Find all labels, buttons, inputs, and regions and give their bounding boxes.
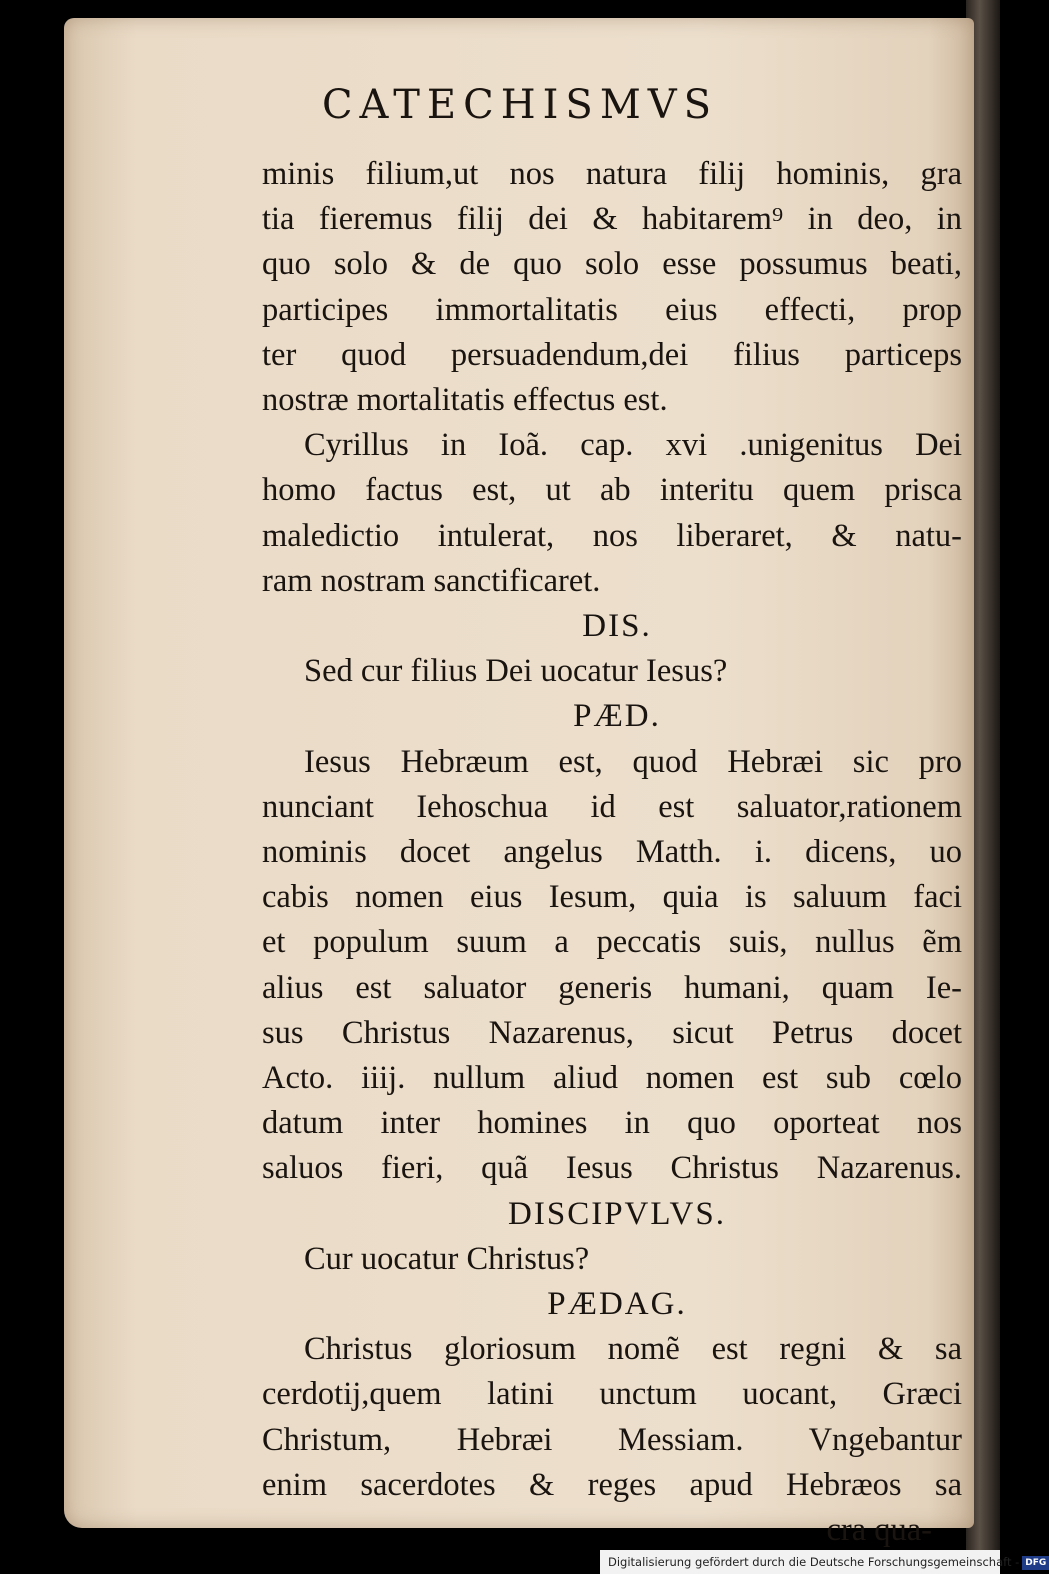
running-head: CATECHISMVS [321, 82, 719, 128]
text-line: sus Christus Nazarenus, sicut Petrus docet [262, 1014, 962, 1051]
text-line: et populum suum a peccatis suis, nullus ẽm [262, 924, 962, 961]
text-line: nostræ mortalitatis effectus est. [262, 382, 668, 419]
text-line: participes immortalitatis eius effecti, prop [262, 291, 962, 328]
speaker-heading: PÆDAG. [547, 1286, 687, 1323]
text-line: enim sacerdotes & reges apud Hebræos sa [262, 1466, 962, 1503]
text-line: ter quod persuadendum,dei filius particeps [262, 336, 962, 373]
text-line: Sed cur filius Dei uocatur Iesus? [304, 653, 728, 690]
text-line: homo factus est, ut ab interitu quem prisca [262, 472, 962, 509]
text-line: Christus gloriosum nomẽ est regni & sa [304, 1331, 962, 1368]
text-line: Christum, Hebræi Messiam. Vngebantur [262, 1421, 962, 1458]
speaker-heading: DIS. [582, 608, 652, 645]
text-line: datum inter homines in quo oporteat nos [262, 1105, 962, 1142]
text-line: minis filium,ut nos natura filij hominis, gra [262, 156, 962, 192]
text-line: ram nostram sanctificaret. [262, 562, 601, 599]
text-block [262, 152, 962, 1553]
text-line: maledictio intulerat, nos liberaret, & natu- [262, 517, 962, 554]
text-line: Iesus Hebræum est, quod Hebræi sic pro [304, 743, 962, 780]
footer-text: Digitalisierung gefördert durch die Deutsche Forschungsgemeinschaft - [608, 1555, 1020, 1569]
text-line: Cyrillus in Ioã. cap. xvi .unigenitus Dei [304, 427, 962, 464]
text-line: cabis nomen eius Iesum, quia is saluum faci [262, 879, 962, 916]
text-line: quo solo & de quo solo esse possumus beati, [262, 246, 962, 283]
text-line: Cur uocatur Christus? [304, 1240, 590, 1277]
text-line: nunciant Iehoschua id est saluator,rationem [262, 788, 962, 825]
text-line: alius est saluator generis humani, quam Ie- [262, 969, 962, 1006]
text-line: cerdotij,quem latini unctum uocant, Græci [262, 1376, 962, 1413]
text-line: tia fieremus filij dei & habitarem⁹ in deo, in [262, 201, 962, 238]
speaker-heading: DISCIPVLVS. [508, 1195, 726, 1232]
dfg-logo-icon: DFG [1022, 1556, 1049, 1570]
digitization-footer [600, 1550, 1047, 1574]
text-line: Acto. iiij. nullum aliud nomen est sub cœlo [262, 1060, 962, 1097]
speaker-heading: PÆD. [573, 698, 661, 735]
text-line: saluos fieri, quã Iesus Christus Nazarenus. [262, 1150, 962, 1187]
text-line: nominis docet angelus Matth. i. dicens, uo [262, 834, 962, 871]
catchword: cra qua- [826, 1512, 932, 1549]
